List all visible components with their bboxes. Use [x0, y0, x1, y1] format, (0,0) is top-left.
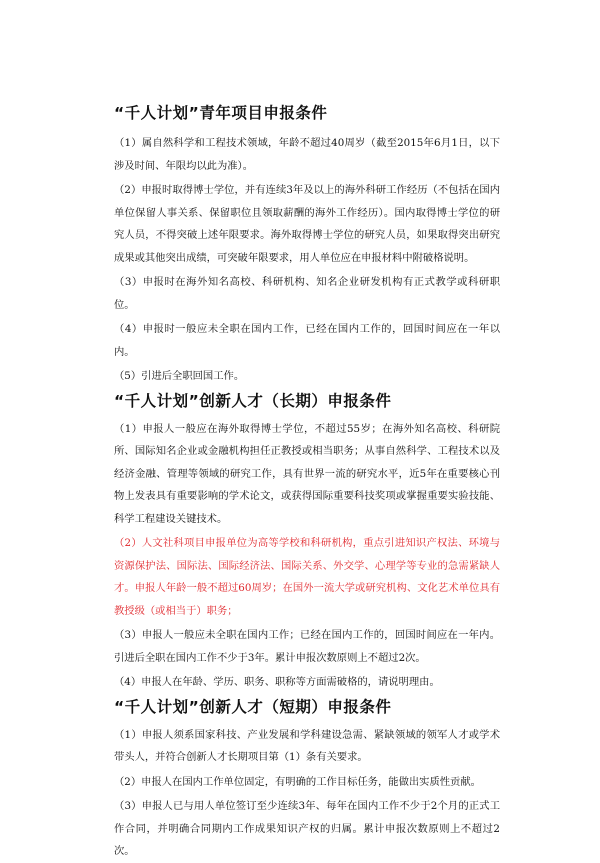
- section-youth-program: [114, 100, 500, 388]
- section-innovative-long-term: [114, 388, 500, 694]
- section-title: “千人计划”创新人才（长期）申报条件: [114, 391, 392, 410]
- list-item: （3）申报人已与用人单位签订至少连续3年、每年在国内工作不少于2个月的正式工作合同，并明确合同期内工作成果知识产权的归属。累计申报次数原则上不超过2次。: [114, 800, 500, 857]
- list-item: （3）申报时在海外知名高校、科研机构、知名企业研发机构有正式教学或科研职位。: [114, 276, 500, 311]
- list-item: （1）申报人须系国家科技、产业发展和学科建设急需、紧缺领域的领军人才或学术带头人，并符合创新人才长期项目第（1）条有关要求。: [114, 728, 500, 763]
- section-title: “千人计划”创新人才（短期）申报条件: [114, 697, 392, 716]
- list-item: （4）申报人在年龄、学历、职务、职称等方面需破格的，请说明理由。: [114, 676, 440, 688]
- section-title: “千人计划”青年项目申报条件: [114, 104, 328, 122]
- document-page: [114, 100, 500, 863]
- section-innovative-short-term: [114, 694, 500, 863]
- list-item: （4）申报时一般应未全职在国内工作，已经在国内工作的，回国时间应在一年以内。: [114, 323, 500, 358]
- list-item: （5）引进后全职回国工作。: [114, 370, 245, 382]
- list-item: （2）申报人在国内工作单位固定，有明确的工作目标任务，能做出实质性贡献。: [114, 775, 481, 788]
- list-item: （1）申报人一般应在海外取得博士学位，不超过55岁；在海外知名高校、科研院所、国际知名企业或金融机构担任正教授或相当职务；从事自然科学、工程技术以及经济金融、管理等领域的研究工作，具有世界一流的研究水平，近5年在重要核心刊物上发表具有重要影响的学术论文，或获得国际重要科技奖项或掌握重要实验技能、科学工程建设关键技术。: [114, 422, 500, 525]
- list-item: （1）属自然科学和工程技术领域，年龄不超过40周岁（截至2015年6月1日，以下涉及时间、年限均以此为准）。: [114, 137, 500, 172]
- list-item-highlighted: （2）人文社科项目申报单位为高等学校和科研机构，重点引进知识产权法、环境与资源保护法、国际法、国际经济法、国际关系、外交学、心理学等专业的急需紧缺人才。申报人年龄一般不超过60周岁；在国外一流大学或研究机构、文化艺术单位具有教授级（或相当于）职务；: [114, 537, 500, 617]
- list-item: （2）申报时取得博士学位，并有连续3年及以上的海外科研工作经历（不包括在国内单位保留人事关系、保留职位且领取薪酬的海外工作经历）。国内取得博士学位的研究人员，不得突破上述年限要求。海外取得博士学位的研究人员，如果取得突出研究成果或其他突出成绩，可突破年限要求，用人单位应在申报材料中附破格说明。: [114, 184, 500, 264]
- list-item: （3）申报人一般应未全职在国内工作；已经在国内工作的，回国时间应在一年内。引进后全职在国内工作不少于3年。累计申报次数原则上不超过2次。: [114, 629, 500, 664]
